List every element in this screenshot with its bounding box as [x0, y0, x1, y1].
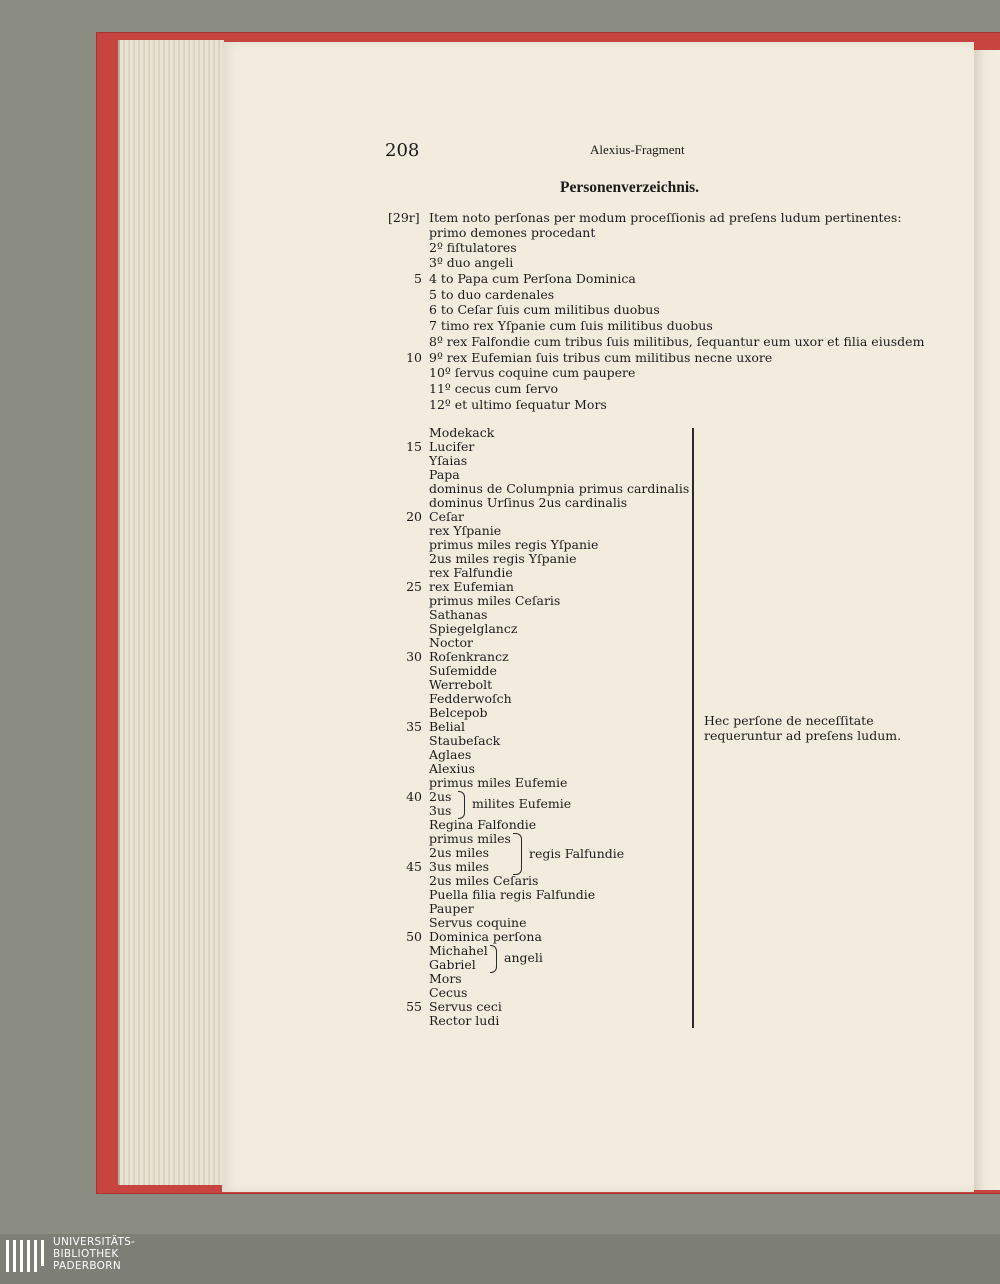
line-number: 50: [406, 929, 422, 944]
person-name: 3us miles: [429, 859, 490, 874]
section-heading: Personenverzeichnis.: [560, 179, 700, 196]
person-name: Yſaias: [429, 453, 468, 468]
person-name: Servus ceci: [429, 999, 502, 1014]
person-name: 2us: [429, 789, 452, 804]
intro-line: 6 to Ceſar ſuis cum militibus duobus: [429, 302, 660, 317]
line-number: 45: [406, 859, 422, 874]
person-name: rex Yſpanie: [429, 523, 502, 538]
person-name: primus miles regis Yſpanie: [429, 537, 599, 552]
line-number: 30: [406, 649, 422, 664]
person-name: 2us miles Ceſaris: [429, 873, 539, 888]
person-name: Belcepob: [429, 705, 488, 720]
person-name: Roſenkrancz: [429, 649, 509, 664]
folio-reference: [29r]: [388, 210, 420, 225]
facing-page-edge: [974, 50, 1000, 1190]
person-name: primus miles Eufemie: [429, 775, 568, 790]
line-number: 15: [406, 439, 422, 454]
intro-line: Item noto perſonas per modum proceſſionis ad preſens ludum pertinentes:: [429, 210, 902, 225]
line-number: 55: [406, 999, 422, 1014]
line-number: 40: [406, 789, 422, 804]
person-name: Aglaes: [429, 747, 472, 762]
footer-band: [0, 1234, 1000, 1284]
line-number: 5: [414, 271, 422, 286]
person-name: Cecus: [429, 985, 468, 1000]
person-name: dominus de Columpnia primus cardinalis: [429, 481, 690, 496]
intro-line: 12º et ultimo ſequatur Mors: [429, 397, 607, 412]
library-logo-icon: [4, 1240, 48, 1280]
person-name: 2us miles regis Yſpanie: [429, 551, 577, 566]
line-number: 25: [406, 579, 422, 594]
person-name: Modekack: [429, 425, 495, 440]
person-name: Fedderwoſch: [429, 691, 512, 706]
person-name: Papa: [429, 467, 460, 482]
intro-line: 10º ſervus coquine cum paupere: [429, 365, 636, 380]
person-name: Regina Falfondie: [429, 817, 537, 832]
person-name: Pauper: [429, 901, 474, 916]
person-name: rex Eufemian: [429, 579, 514, 594]
intro-line: 7 timo rex Yſpanie cum ſuis militibus duobus: [429, 318, 713, 333]
person-name: Ceſar: [429, 509, 465, 524]
intro-line: 2º fiſtulatores: [429, 240, 517, 255]
footer-line: UNIVERSITÄTS-: [53, 1236, 136, 1248]
big-brace: [692, 428, 694, 1028]
brace-label: regis Falfundie: [529, 846, 625, 861]
brace-label: milites Eufemie: [472, 796, 572, 811]
intro-line: 4 to Papa cum Perſona Dominica: [429, 271, 636, 286]
intro-line: 5 to duo cardenales: [429, 287, 555, 302]
intro-line: 11º cecus cum ſervo: [429, 381, 559, 396]
brace-note: Hec perſone de neceſſitate: [704, 713, 874, 728]
person-name: Servus coquine: [429, 915, 527, 930]
line-number: 35: [406, 719, 422, 734]
person-name: Spiegelglancz: [429, 621, 518, 636]
line-number: 10: [406, 350, 422, 365]
intro-line: primo demones procedant: [429, 225, 596, 240]
footer-line: BIBLIOTHEK: [53, 1248, 119, 1260]
person-name: Suſemidde: [429, 663, 497, 678]
page-number: 208: [385, 140, 420, 161]
brace-note: requeruntur ad preſens ludum.: [704, 728, 902, 743]
person-name: primus miles: [429, 831, 511, 846]
brace-label: angeli: [504, 950, 543, 965]
person-name: Alexius: [429, 761, 475, 776]
person-name: Staubeſack: [429, 733, 501, 748]
intro-line: 3º duo angeli: [429, 255, 514, 270]
footer-line: PADERBORN: [53, 1260, 121, 1272]
person-name: Puella filia regis Falfundie: [429, 887, 596, 902]
person-name: dominus Urſinus 2us cardinalis: [429, 495, 628, 510]
brace-milites-eufemie: [458, 791, 465, 819]
person-name: Michahel: [429, 943, 488, 958]
person-name: Werrebolt: [429, 677, 493, 692]
line-number: 20: [406, 509, 422, 524]
person-name: 3us: [429, 803, 452, 818]
intro-line: 9º rex Eufemian ſuis tribus cum militibus necne uxore: [429, 350, 773, 365]
person-name: Mors: [429, 971, 462, 986]
person-name: primus miles Ceſaris: [429, 593, 561, 608]
person-name: Lucifer: [429, 439, 475, 454]
person-name: Belial: [429, 719, 466, 734]
brace-regis-falfundie: [513, 833, 522, 875]
brace-angeli: [490, 945, 497, 973]
person-name: Rector ludi: [429, 1013, 500, 1028]
person-name: Gabriel: [429, 957, 476, 972]
person-name: 2us miles: [429, 845, 490, 860]
person-name: rex Falfundie: [429, 565, 513, 580]
person-name: Noctor: [429, 635, 473, 650]
person-name: Dominica perſona: [429, 929, 542, 944]
running-title: Alexius-Fragment: [590, 142, 685, 157]
intro-line: 8º rex Falfondie cum tribus ſuis militibus, ſequantur eum uxor et filia eiusdem: [429, 334, 925, 349]
person-name: Sathanas: [429, 607, 488, 622]
page-edges: [118, 40, 224, 1185]
